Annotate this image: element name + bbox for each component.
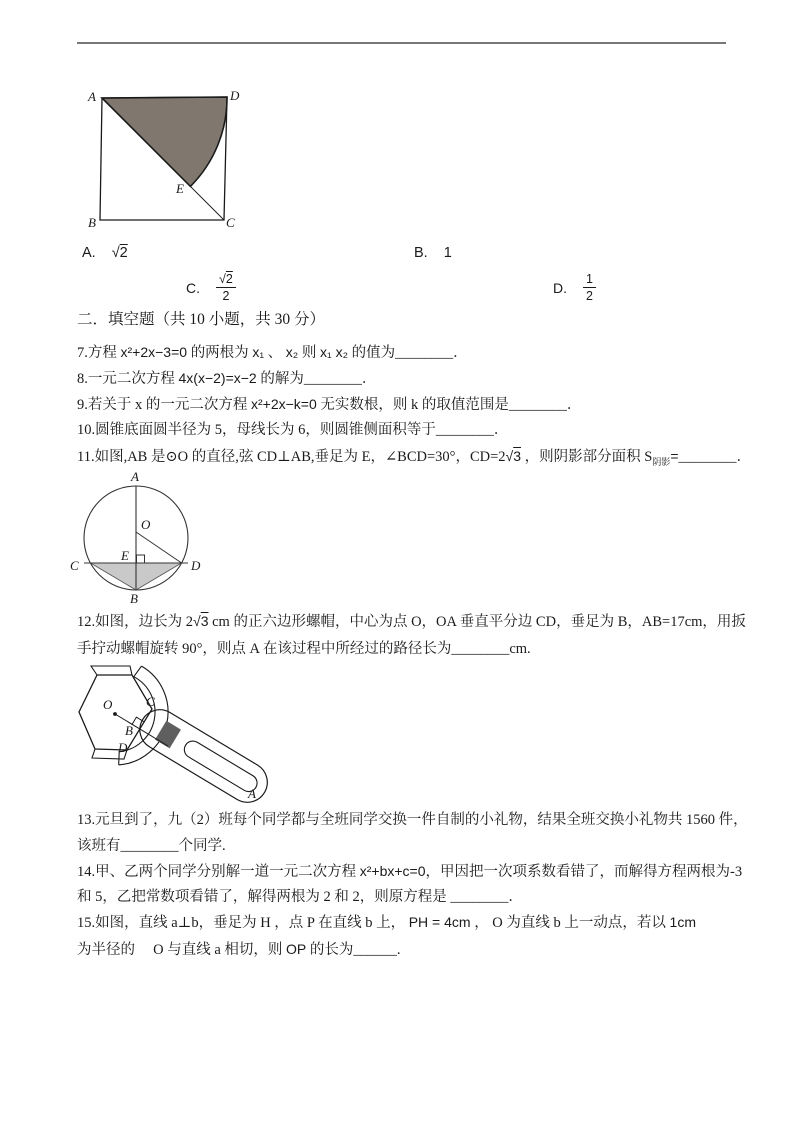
question-15-line-1: 15.如图，直线 a⊥b，垂足为 H ，点 P 在直线 b 上， PH = 4cm ， O 为直线 b 上一动点，若以 1cm — [77, 914, 696, 931]
option-d-fraction: $\frac{1}{2}$ — [583, 272, 596, 304]
point-label-a: A — [248, 786, 256, 801]
vertex-label-c: C — [226, 215, 235, 230]
point-label-e: E — [121, 548, 129, 563]
option-c-label: C. — [186, 280, 200, 296]
shaded-area-subscript: 阴影 — [652, 456, 671, 467]
wrench-jaw-top-edge — [134, 666, 142, 677]
point-label-o: O — [103, 697, 113, 712]
option-a-value: √2 — [111, 245, 128, 261]
point-label-b: B — [125, 723, 133, 738]
answer-blank: ________ — [451, 641, 510, 657]
answer-blank: ______ — [353, 942, 397, 958]
answer-blank: ________ — [435, 422, 494, 438]
point-label-o: O — [141, 517, 151, 532]
point-label-a: A — [131, 470, 139, 484]
square-figure — [80, 84, 250, 239]
wrench-figure — [62, 662, 322, 812]
option-a — [82, 245, 128, 261]
question-11: 11.如图,AB 是⊙O 的直径,弦 CD⊥AB,垂足为 E，∠BCD=30°，CD=2√3 ，则阴影部分面积 $S_{阴影}=\_\_\_\_\_\_\_\_$． — [77, 448, 752, 467]
point-label-d: D — [118, 740, 128, 755]
option-b-label: B. — [414, 245, 428, 261]
question-14-line-2: 和 5，乙把常数项看错了，解得两根为 2 和 2，则原方程是 ________． — [77, 889, 523, 905]
square-shaded-region — [102, 97, 227, 186]
option-c-fraction: $\frac{√2}{2}$ — [216, 272, 236, 304]
answer-blank: ________ — [395, 345, 454, 361]
answer-blank: ________ — [508, 397, 567, 413]
question-10: 10.圆锥底面圆半径为 5，母线长为 6，则圆锥侧面积等于________． — [77, 422, 509, 438]
question-15-line-2: 为半径的 O 与直线 a 相切，则 OP 的长为______. — [77, 941, 401, 958]
option-b — [414, 245, 452, 261]
point-label-c: C — [70, 558, 79, 573]
wrench-grip-block — [155, 721, 181, 749]
question-9: 9.若关于 x 的一元二次方程 x²+2x−k=0 无实数根，则 k 的取值范围是________． — [77, 396, 582, 413]
option-a-label: A. — [82, 245, 96, 261]
vertex-label-b: B — [88, 215, 96, 230]
question-7: 7.方程 x²+2x−3=0 的两根为 x₁ 、 x₂ 则 x₁ x₂ 的值为________． — [77, 344, 468, 361]
option-b-value: 1 — [443, 245, 452, 261]
answer-blank: ________ — [450, 889, 509, 905]
option-d — [553, 272, 596, 304]
option-d-label: D. — [553, 280, 567, 296]
circle-figure — [58, 470, 228, 610]
option-c — [186, 272, 236, 304]
point-label-c: C — [146, 694, 155, 709]
answer-blank: ________ — [120, 838, 179, 854]
answer-blank: ________ — [303, 371, 362, 387]
answer-blank: ________ — [678, 449, 737, 465]
radius-od — [136, 532, 182, 563]
question-13-line-2: 该班有________个同学. — [77, 838, 226, 854]
question-12-line-2: 手拧动螺帽旋转 90°，则点 A 在该过程中所经过的路径长为________cm. — [77, 641, 531, 657]
center-dot-o — [113, 712, 117, 716]
question-12-line-1: 12.如图，边长为 2√3 cm 的正六边形螺帽，中心为点 O，OA 垂直平分边 CD，垂足为 B，AB=17cm，用扳 — [77, 613, 746, 630]
top-rule — [77, 42, 726, 44]
question-14-line-1: 14.甲、乙两个同学分别解一道一元二次方程 x²+bx+c=0，甲因把一次项系数看错了，而解得方程两根为-3 — [77, 863, 743, 880]
vertex-label-a: A — [88, 89, 96, 104]
point-label-d: D — [191, 558, 201, 573]
point-label-b: B — [130, 591, 138, 606]
section-heading: 二．填空题（共 10 小题，共 30 分） — [77, 311, 326, 328]
vertex-label-e: E — [176, 181, 184, 196]
vertex-label-d: D — [230, 88, 240, 103]
right-angle-mark — [137, 555, 145, 563]
nut-top-face — [91, 666, 132, 675]
question-13-line-1: 13.元旦到了，九（2）班每个同学都与全班同学交换一件自制的小礼物，结果全班交换小礼物共 1560 件， — [77, 812, 748, 828]
question-8: 8.一元二次方程 4x(x−2)=x−2 的解为________． — [77, 370, 377, 387]
